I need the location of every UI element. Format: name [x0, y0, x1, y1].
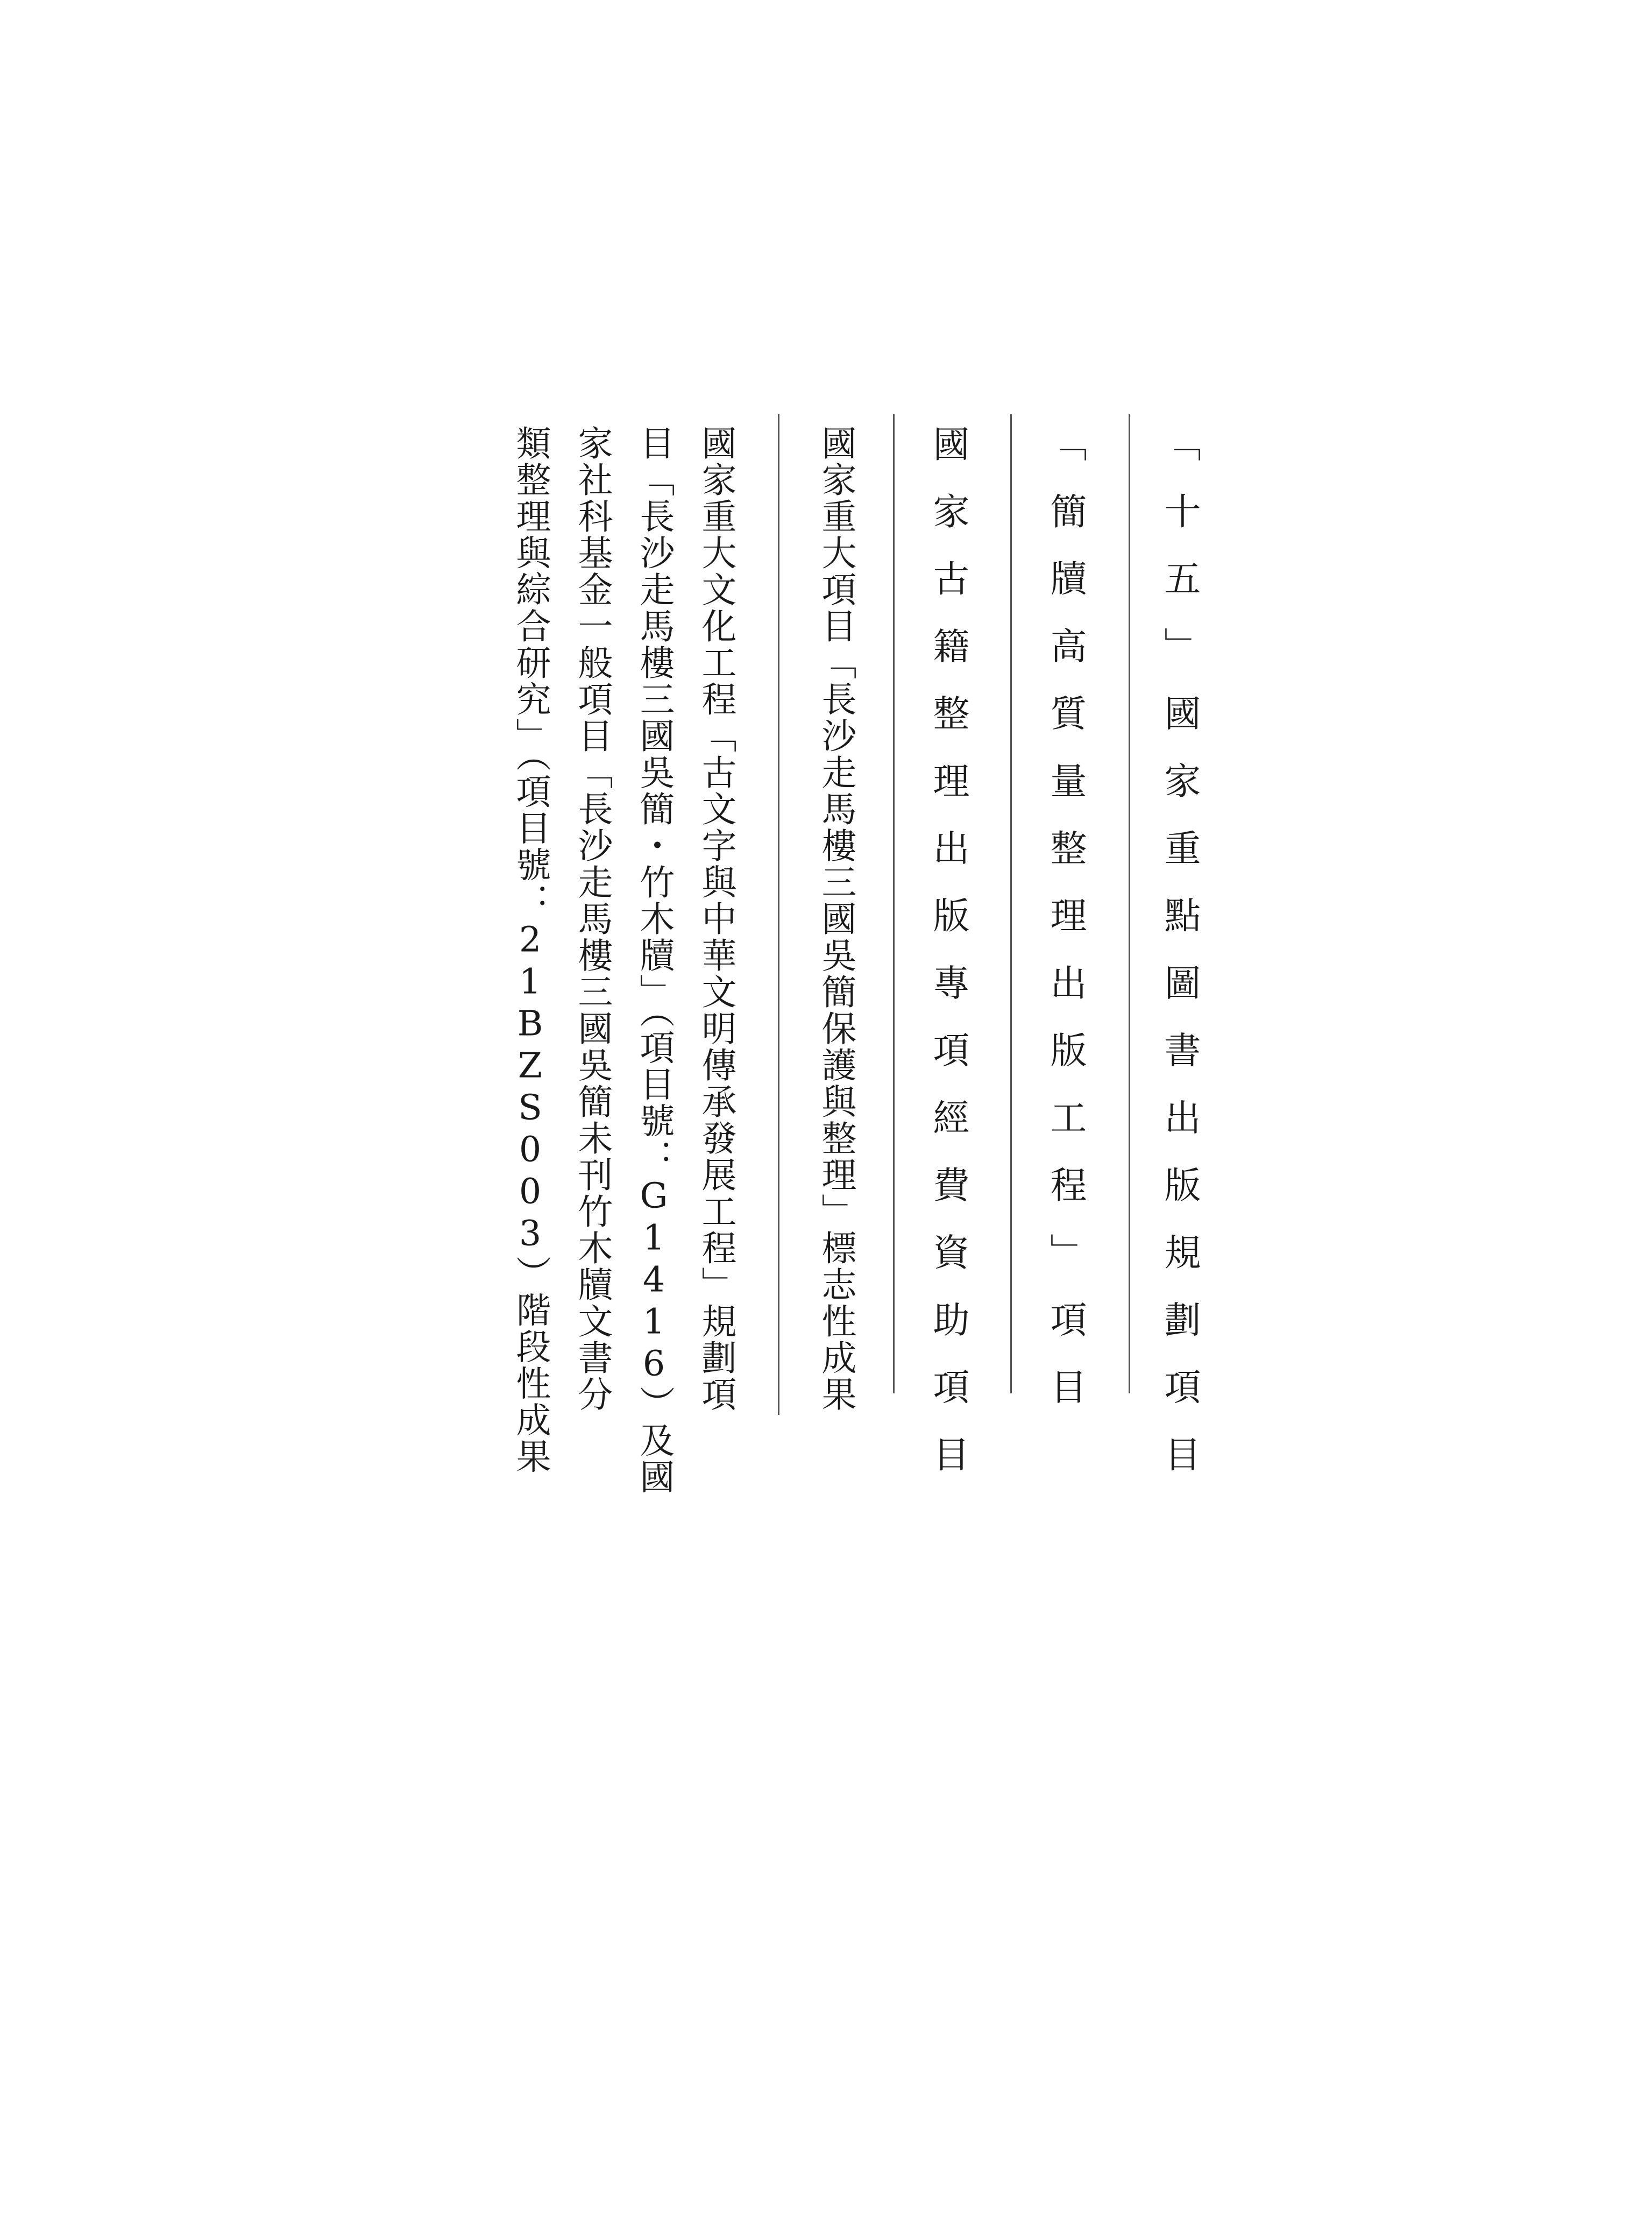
project-line-tenth-five-year-plan: 「十五」國家重點圖書出版規劃項目 [1158, 425, 1201, 1503]
divider [1129, 414, 1130, 1393]
project-line-ancient-books-fund: 國家古籍整理出版專項經費資助項目 [927, 425, 969, 1503]
divider [1010, 414, 1012, 1393]
divider [893, 414, 895, 1393]
project-line-zoumalou-major-project: 國家重大項目「長沙走馬樓三國吳簡保護與整理」標志性成果 [816, 425, 856, 1413]
project-line-bamboo-slips-publishing: 「簡牘高質量整理出版工程」項目 [1044, 425, 1087, 1435]
project-statement-line-3: 家社科基金一般項目「長沙走馬樓三國吳簡未刊竹木牘文書分 [572, 425, 612, 1413]
project-statement-line-2: 目「長沙走馬樓三國吳簡・竹木牘」（項目號：G1416）及國 [634, 425, 674, 1496]
project-statement-line-1: 國家重大文化工程「古文字與中華文明傳承發展工程」規劃項 [696, 425, 736, 1413]
divider [778, 414, 779, 1415]
project-statement-line-4: 類整理與綜合研究」（項目號：21BZS003）階段性成果 [510, 425, 550, 1475]
